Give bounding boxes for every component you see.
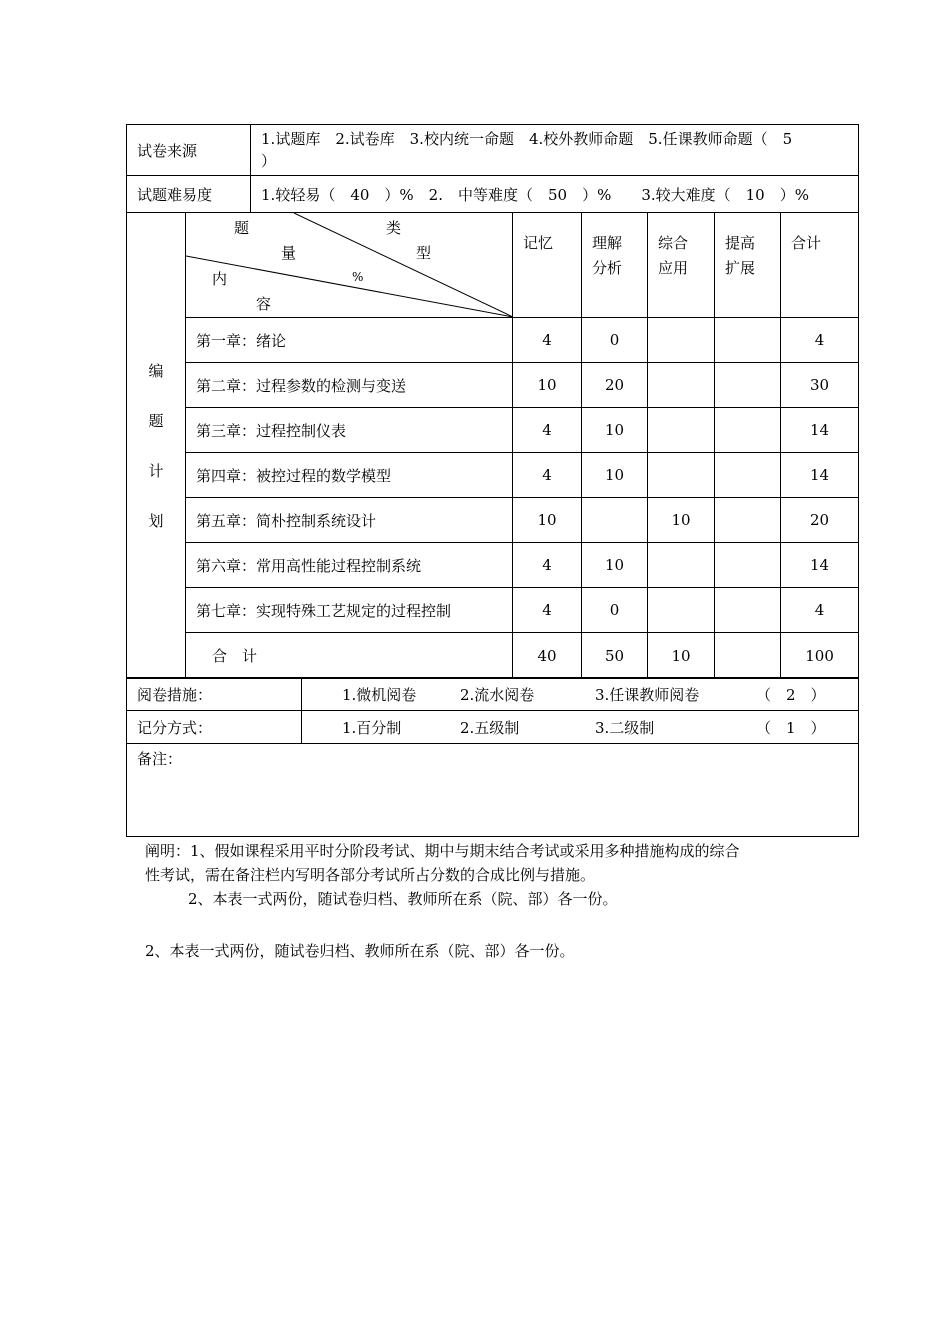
difficulty-options: 1.较轻易（ 40 ）% 2. 中等难度（ 50 ）% 3.较大难度（ 10 ）% [251,176,859,213]
memory-value: 10 [513,498,582,543]
total-value: 14 [781,543,859,588]
scoring-label: 记分方式： [127,711,302,744]
understand-value [582,498,648,543]
understand-value: 20 [582,363,648,408]
memory-sum: 40 [513,633,582,679]
total-value: 4 [781,588,859,633]
plan-side-label [127,213,186,679]
apply-value [648,543,715,588]
table-row [127,363,859,408]
grading-value: （ 2 ） [756,686,826,704]
apply-sum: 10 [648,633,715,679]
scoring-value: （ 1 ） [756,719,826,737]
extend-value [715,588,781,633]
col-total-label: 合计 [791,234,822,252]
chapter-name: 第四章：被控过程的数学模型 [186,453,513,498]
col-extend-label-2: 扩展 [725,259,756,277]
source-label: 试卷来源 [127,125,251,176]
memory-value: 4 [513,588,582,633]
chapter-name: 第一章：绪论 [186,318,513,363]
grading-label: 阅卷措施： [127,678,302,711]
col-total [781,213,859,318]
total-value: 14 [781,408,859,453]
sum-row [127,633,859,679]
understand-value: 10 [582,543,648,588]
table-row [127,318,859,363]
total-value: 30 [781,363,859,408]
col-understand-label-2: 分析 [592,259,623,277]
extend-value [715,543,781,588]
remarks-label: 备注： [127,744,859,837]
extend-sum [715,633,781,679]
col-memory-label: 记忆 [523,234,554,252]
col-apply-label-1: 综合 [658,234,689,252]
diag-rong: 容 [256,295,272,313]
extend-value [715,318,781,363]
extend-value [715,408,781,453]
note-line-3: 2、本表一式两份，随试卷归档、教师所在系（院、部）各一份。 [188,890,618,908]
chapter-name: 第五章：简朴控制系统设计 [186,498,513,543]
apply-value [648,453,715,498]
apply-value [648,363,715,408]
side-char: 计 [148,461,164,480]
memory-value: 4 [513,543,582,588]
side-char: 题 [148,411,164,430]
col-extend [715,213,781,318]
side-char: 编 [148,361,164,380]
side-char: 划 [148,511,164,530]
understand-value: 0 [582,588,648,633]
difficulty-row [127,176,859,213]
total-value: 20 [781,498,859,543]
memory-value: 4 [513,453,582,498]
col-understand-label-1: 理解 [592,234,623,252]
scoring-option: 3.二级制 [595,719,655,737]
grading-option: 2.流水阅卷 [460,686,535,704]
col-extend-label-1: 提高 [725,234,756,252]
grading-row [127,678,859,711]
extend-value [715,453,781,498]
total-value: 14 [781,453,859,498]
col-apply [648,213,715,318]
memory-value: 4 [513,408,582,453]
apply-value [648,588,715,633]
col-memory [513,213,582,318]
sum-label: 合 计 [186,633,513,679]
diag-ti: 题 [234,219,250,237]
scoring-row [127,711,859,744]
understand-sum: 50 [582,633,648,679]
source-text-wrap: ） [261,152,277,170]
grading-option: 3.任课教师阅卷 [595,686,700,704]
diag-lei: 类 [386,219,402,237]
scoring-option: 1.百分制 [342,719,402,737]
understand-value: 10 [582,453,648,498]
grading-options [302,678,859,711]
col-apply-label-2: 应用 [658,259,689,277]
diag-pct: % [352,270,364,284]
apply-value [648,318,715,363]
table-row [127,543,859,588]
understand-value: 10 [582,408,648,453]
table-row [127,588,859,633]
table-row [127,408,859,453]
memory-value: 4 [513,318,582,363]
diag-nei: 内 [212,270,228,288]
chapter-name: 第七章：实现特殊工艺规定的过程控制 [186,588,513,633]
table-row [127,453,859,498]
source-options [251,125,859,176]
diag-xing: 型 [416,244,432,262]
note-line-4: 2、本表一式两份，随试卷归档、教师所在系（院、部）各一份。 [145,942,575,960]
note-line-2: 性考试，需在备注栏内写明各部分考试所占分数的合成比例与措施。 [145,866,596,884]
total-sum: 100 [781,633,859,679]
extend-value [715,498,781,543]
exam-plan-table [126,124,859,679]
scoring-options [302,711,859,744]
extend-value [715,363,781,408]
grading-table [126,677,859,837]
source-row [127,125,859,176]
apply-value: 10 [648,498,715,543]
scoring-option: 2.五级制 [460,719,520,737]
memory-value: 10 [513,363,582,408]
table-row [127,498,859,543]
chapter-name: 第六章：常用高性能过程控制系统 [186,543,513,588]
remarks-row [127,744,859,837]
diagonal-header-cell [186,213,513,318]
total-value: 4 [781,318,859,363]
chapter-name: 第三章：过程控制仪表 [186,408,513,453]
col-understand [582,213,648,318]
diag-liang: 量 [281,244,297,262]
understand-value: 0 [582,318,648,363]
chapter-name: 第二章：过程参数的检测与变送 [186,363,513,408]
apply-value [648,408,715,453]
note-line-1: 阐明：1、假如课程采用平时分阶段考试、期中与期末结合考试或采用多种措施构成的综合 [145,842,740,860]
plan-header-row [127,213,859,318]
source-text: 1.试题库 2.试卷库 3.校内统一命题 4.校外教师命题 5.任课教师命题（ 5 [261,130,793,148]
grading-option: 1.微机阅卷 [342,686,417,704]
difficulty-label: 试题难易度 [127,176,251,213]
